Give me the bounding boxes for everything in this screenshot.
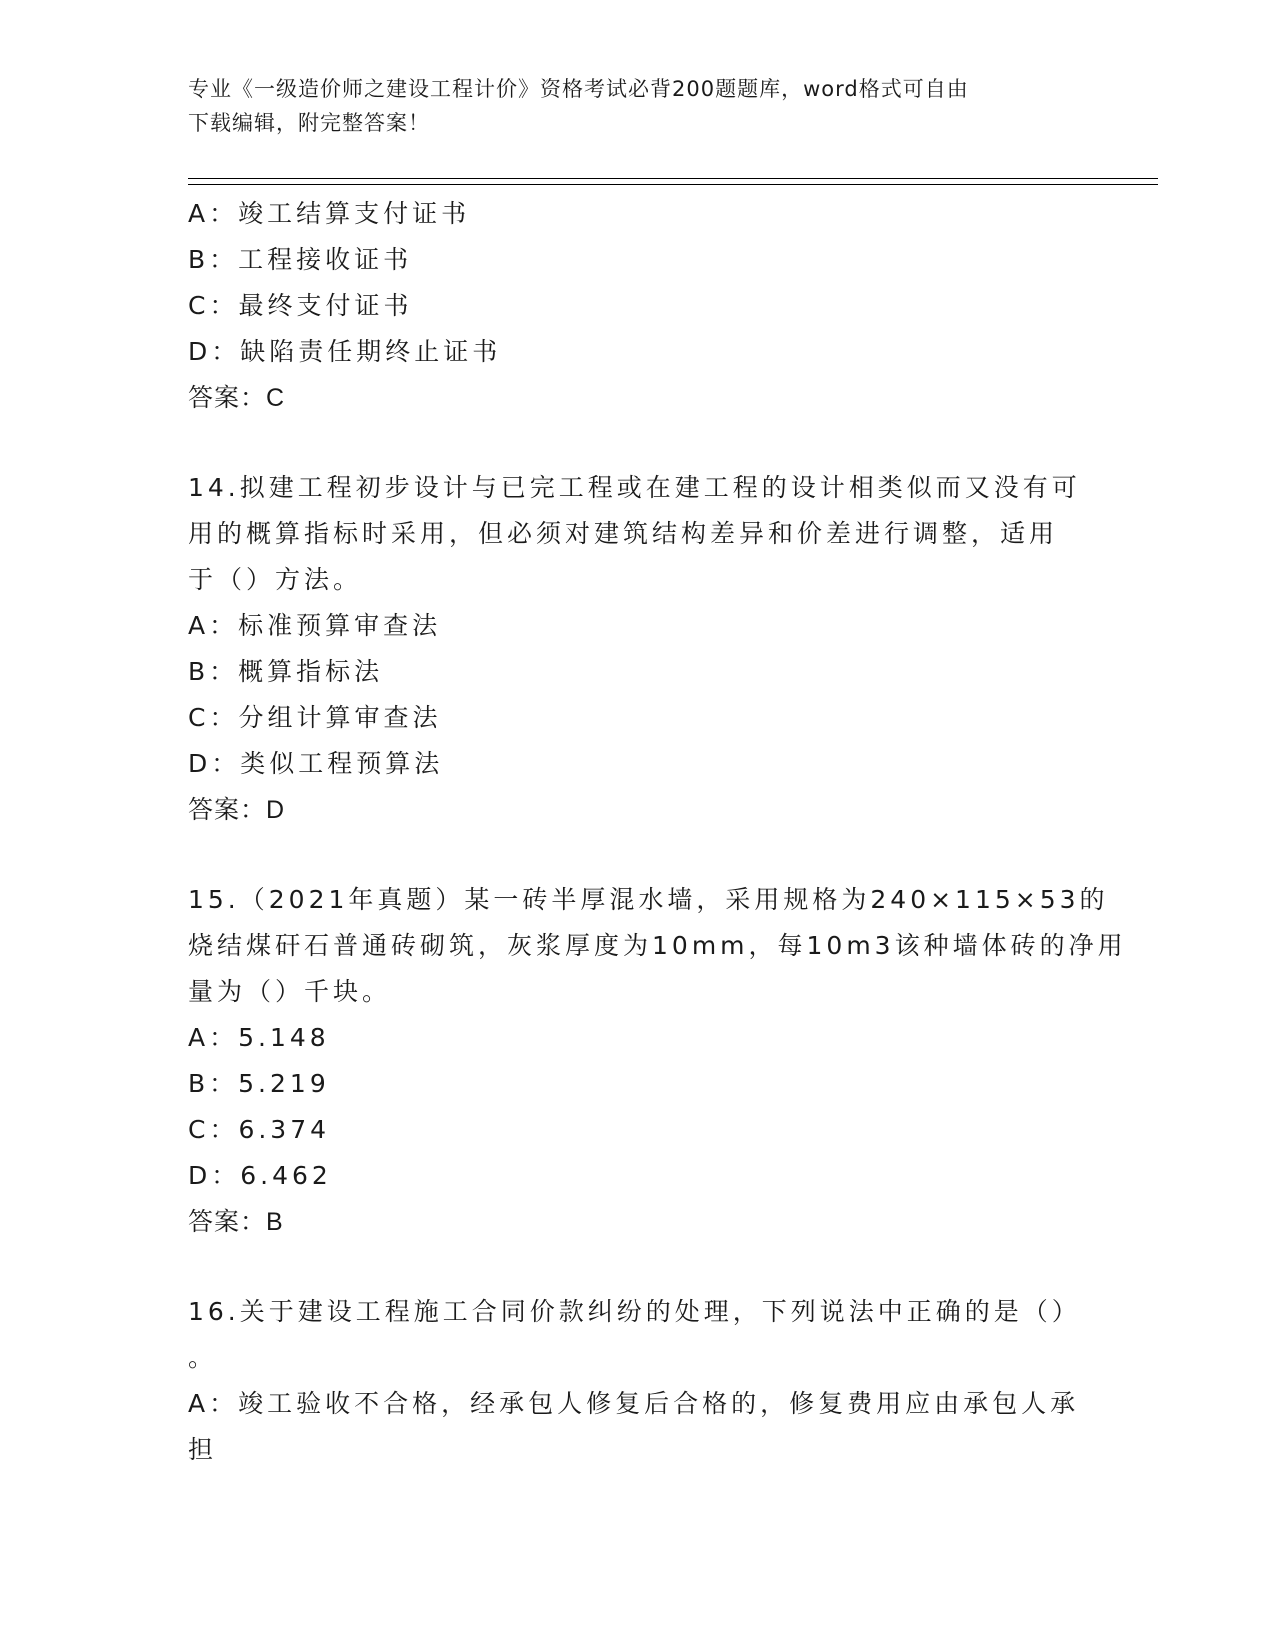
question-stem-line: 。	[188, 1343, 218, 1372]
question-stem-line: 于（）方法。	[188, 565, 363, 594]
header-divider-top	[188, 178, 1158, 179]
question-stem-line: 14.拟建工程初步设计与已完工程或在建工程的设计相类似而又没有可	[188, 473, 1081, 502]
option-c: C：分组计算审查法	[188, 703, 442, 732]
question-stem-line: 用的概算指标时采用，但必须对建筑结构差异和价差进行调整，适用	[188, 519, 1059, 548]
header-line-2: 下载编辑，附完整答案！	[188, 111, 430, 135]
header-line-1: 专业《一级造价师之建设工程计价》资格考试必背200题题库，word格式可自由	[188, 77, 969, 101]
question-14	[188, 465, 1088, 833]
option-c: C：最终支付证书	[188, 291, 413, 320]
option-a: A：标准预算审查法	[188, 611, 442, 640]
question-15	[188, 877, 1127, 1245]
option-b: B：概算指标法	[188, 657, 384, 686]
question-stem-line: 15.（2021年真题）某一砖半厚混水墙，采用规格为240×115×53的	[188, 885, 1109, 914]
question-spacer	[188, 1245, 1088, 1289]
option-d: D：类似工程预算法	[188, 749, 444, 778]
option-a: A：竣工验收不合格，经承包人修复后合格的，修复费用应由承包人承	[188, 1389, 1080, 1418]
answer: 答案：B	[188, 1208, 284, 1236]
question-spacer	[188, 421, 1088, 465]
question-16	[188, 1289, 1088, 1473]
option-a: A：竣工结算支付证书	[188, 199, 471, 228]
option-d: D：6.462	[188, 1161, 332, 1190]
question-spacer	[188, 833, 1088, 877]
question-stem-line: 烧结煤矸石普通砖砌筑，灰浆厚度为10mm，每10m3该种墙体砖的净用	[188, 931, 1127, 960]
option-a-continued: 担	[188, 1435, 218, 1464]
question-stem-line: 16.关于建设工程施工合同价款纠纷的处理，下列说法中正确的是（）	[188, 1297, 1081, 1326]
option-c: C：6.374	[188, 1115, 331, 1144]
document-header	[188, 72, 1088, 140]
option-b: B：5.219	[188, 1069, 330, 1098]
option-d: D：缺陷责任期终止证书	[188, 337, 502, 366]
answer: 答案：C	[188, 384, 286, 412]
option-a: A：5.148	[188, 1023, 330, 1052]
question-content	[188, 191, 1127, 1473]
header-divider-bottom	[188, 184, 1158, 185]
question-stem-line: 量为（）千块。	[188, 977, 392, 1006]
option-b: B：工程接收证书	[188, 245, 413, 274]
question-13	[188, 191, 1088, 421]
answer: 答案：D	[188, 796, 286, 824]
